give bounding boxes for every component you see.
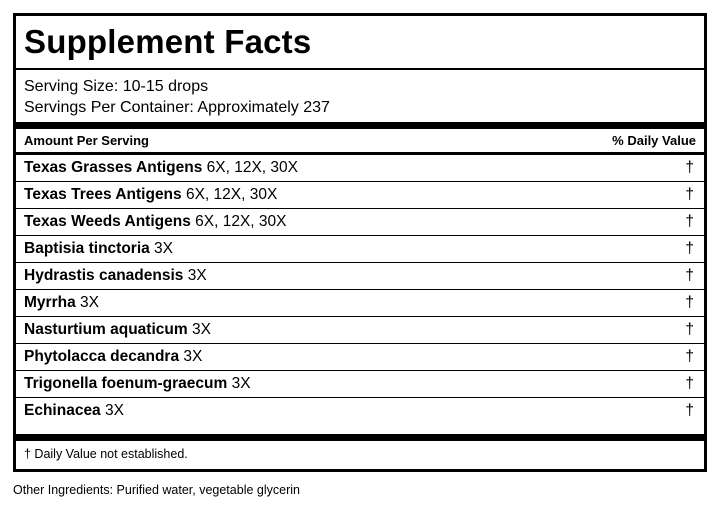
ingredient-name: Texas Weeds Antigens [24, 213, 191, 230]
daily-value-dagger: † [685, 321, 694, 338]
ingredient-text [24, 213, 286, 230]
ingredient-potency: 6X, 12X, 30X [181, 186, 278, 203]
ingredient-potency: 3X [100, 402, 124, 419]
ingredient-name: Texas Trees Antigens [24, 186, 182, 203]
daily-value-dagger: † [685, 267, 694, 284]
ingredient-potency: 6X, 12X, 30X [202, 159, 298, 176]
daily-value-dagger: † [685, 375, 694, 392]
footnote: † Daily Value not established. [24, 447, 188, 461]
ingredient-text [24, 186, 277, 203]
ingredient-row [16, 343, 704, 370]
ingredient-potency: 3X [187, 321, 211, 338]
ingredient-potency: 3X [227, 375, 251, 392]
servings-per-container: Servings Per Container: Approximately 237 [24, 99, 330, 116]
ingredient-name: Hydrastis canadensis [24, 267, 184, 284]
daily-value-dagger: † [685, 294, 694, 311]
ingredient-text [24, 159, 298, 176]
daily-value-label: % Daily Value [612, 133, 696, 148]
ingredient-row [16, 316, 704, 343]
ingredient-row [16, 289, 704, 316]
daily-value-dagger: † [685, 240, 694, 257]
ingredient-row [16, 154, 704, 181]
ingredient-name: Myrrha [24, 294, 76, 311]
panel-title: Supplement Facts [24, 23, 312, 60]
ingredient-potency: 3X [183, 267, 207, 284]
ingredient-name: Phytolacca decandra [24, 348, 180, 365]
daily-value-dagger: † [685, 159, 694, 176]
ingredient-text [24, 321, 211, 338]
ingredient-row [16, 208, 704, 235]
serving-size: Serving Size: 10-15 drops [24, 78, 209, 95]
ingredient-potency: 3X [179, 348, 203, 365]
ingredient-text [24, 402, 124, 419]
table-header [16, 134, 704, 152]
thick-divider [16, 434, 704, 441]
supplement-facts-panel [13, 13, 707, 472]
ingredient-name: Trigonella foenum-graecum [24, 375, 228, 392]
daily-value-dagger: † [685, 186, 694, 203]
thick-divider [16, 122, 704, 129]
ingredient-text [24, 348, 202, 365]
ingredient-name: Nasturtium aquaticum [24, 321, 188, 338]
ingredient-row [16, 370, 704, 397]
divider [16, 68, 704, 70]
daily-value-dagger: † [685, 213, 694, 230]
amount-per-serving-label: Amount Per Serving [24, 133, 149, 148]
ingredient-name: Echinacea [24, 402, 101, 419]
ingredient-text [24, 240, 173, 257]
ingredient-text [24, 375, 251, 392]
daily-value-dagger: † [685, 402, 694, 419]
daily-value-dagger: † [685, 348, 694, 365]
ingredient-name: Texas Grasses Antigens [24, 159, 203, 176]
ingredient-row [16, 397, 704, 425]
ingredient-text [24, 267, 207, 284]
ingredient-text [24, 294, 99, 311]
other-ingredients: Other Ingredients: Purified water, vegetable glycerin [13, 483, 300, 497]
ingredient-potency: 3X [149, 240, 174, 257]
ingredient-name: Baptisia tinctoria [24, 240, 150, 257]
ingredient-potency: 3X [75, 294, 99, 311]
ingredient-potency: 6X, 12X, 30X [190, 213, 287, 230]
ingredient-row [16, 235, 704, 262]
ingredient-row [16, 262, 704, 289]
ingredient-row [16, 181, 704, 208]
